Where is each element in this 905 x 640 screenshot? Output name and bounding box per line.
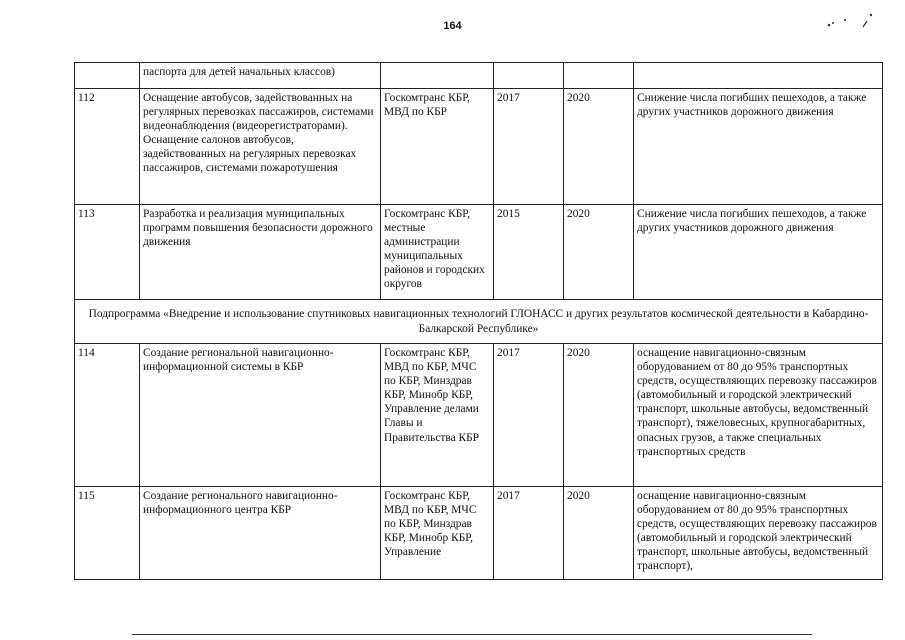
scan-specks	[815, 10, 875, 34]
row-number	[75, 63, 140, 89]
executor: Госкомтранс КБР, МВД по КБР, МЧС по КБР, Минздрав КБР, Минобр КБР, Управление делами Главы и Правительства КБР	[381, 344, 494, 487]
executor: Госкомтранс КБР, местные администрации муниципальных районов и городских округов	[381, 205, 494, 300]
expected-result: Снижение числа погибших пешеходов, а также других участников дорожного движения	[634, 89, 883, 205]
page-bottom-rule	[132, 634, 812, 635]
start-year	[494, 63, 564, 89]
executor	[381, 63, 494, 89]
table-row	[75, 205, 883, 300]
measure-name: Создание регионального навигационно-информационного центра КБР	[140, 487, 381, 580]
subprogram-row	[75, 300, 883, 344]
expected-result: оснащение навигационно-связным оборудованием от 80 до 95% транспортных средств, осуществляющих перевозку пассажиров (автомобильный и городской электрический транспорт, школьные автобусы, ведомственный транспорт),	[634, 487, 883, 580]
start-year: 2015	[494, 205, 564, 300]
start-year: 2017	[494, 344, 564, 487]
row-number: 113	[75, 205, 140, 300]
start-year: 2017	[494, 89, 564, 205]
executor: Госкомтранс КБР, МВД по КБР	[381, 89, 494, 205]
row-number: 114	[75, 344, 140, 487]
executor: Госкомтранс КБР, МВД по КБР, МЧС по КБР, Минздрав КБР, Минобр КБР, Управление	[381, 487, 494, 580]
expected-result: оснащение навигационно-связным оборудованием от 80 до 95% транспортных средств, осуществляющих перевозку пассажиров (автомобильный и городской электрический транспорт, школьные автобусы, ведомственный транспорт), тяжеловесных, крупногабаритных, опасных грузов, а также специальных транспортных средств	[634, 344, 883, 487]
subprogram-heading: Подпрограмма «Внедрение и использование спутниковых навигационных технологий ГЛОНАСС и других результатов космической деятельности в Кабардино-Балкарской Республике»	[75, 300, 883, 344]
start-year: 2017	[494, 487, 564, 580]
page-number: 164	[443, 20, 462, 32]
measure-name: паспорта для детей начальных классов)	[140, 63, 381, 89]
measure-name: Создание региональной навигационно-информационной системы в КБР	[140, 344, 381, 487]
table-row	[75, 63, 883, 89]
expected-result: Снижение числа погибших пешеходов, а также других участников дорожного движения	[634, 205, 883, 300]
measure-name: Оснащение автобусов, задействованных на регулярных перевозках пассажиров, системами видеонаблюдения (видеорегистраторами). Оснащение салонов автобусов, задействованных на регулярных перевозках пассажиров, системами пожаротушения	[140, 89, 381, 205]
end-year: 2020	[564, 89, 634, 205]
row-number: 112	[75, 89, 140, 205]
table-row	[75, 344, 883, 487]
measures-table	[74, 62, 883, 580]
end-year: 2020	[564, 205, 634, 300]
table-row	[75, 89, 883, 205]
end-year: 2020	[564, 487, 634, 580]
measure-name: Разработка и реализация муниципальных программ повышения безопасности дорожного движения	[140, 205, 381, 300]
table-row	[75, 487, 883, 580]
end-year	[564, 63, 634, 89]
expected-result	[634, 63, 883, 89]
end-year: 2020	[564, 344, 634, 487]
row-number: 115	[75, 487, 140, 580]
